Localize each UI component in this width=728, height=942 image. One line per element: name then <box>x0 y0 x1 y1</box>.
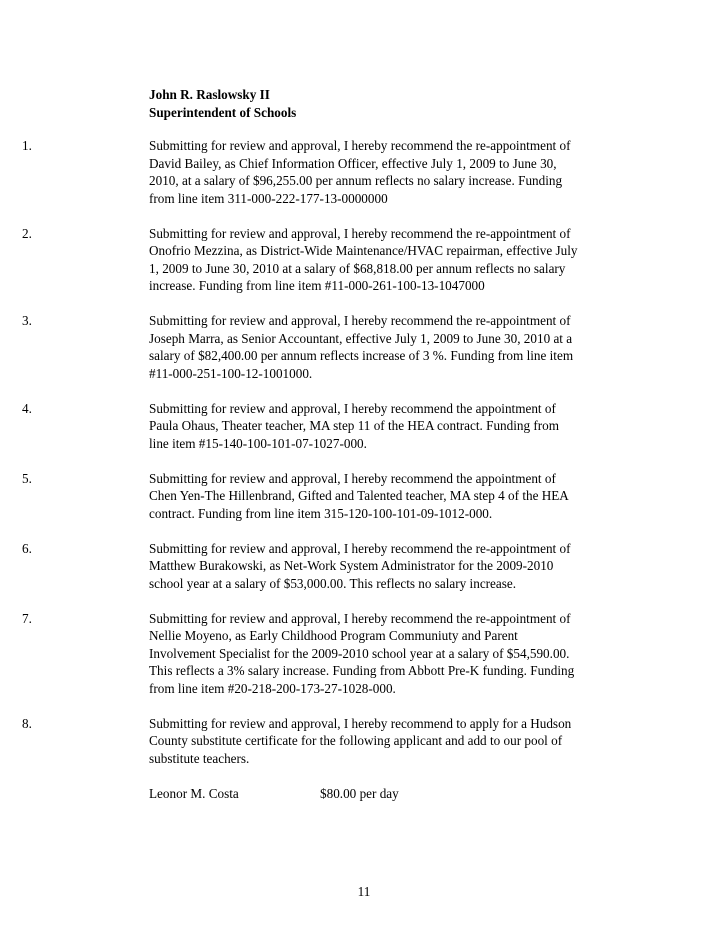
item-line: increase. Funding from line item #11-000-261-100-13-1047000 <box>149 278 485 293</box>
item-line: #11-000-251-100-12-1001000. <box>149 365 313 381</box>
item-number: 6. <box>22 540 32 556</box>
item-number: 2. <box>22 225 32 241</box>
item-line: Submitting for review and approval, I hereby recommend the re-appointment of <box>149 313 571 328</box>
recommendation-item <box>22 312 702 382</box>
item-line: Chen Yen-The Hillenbrand, Gifted and Talented teacher, MA step 4 of the HEA <box>149 488 569 503</box>
item-line: substitute teachers. <box>149 750 250 766</box>
recommendation-item <box>22 610 702 698</box>
item-text <box>149 137 627 207</box>
item-text <box>149 540 627 593</box>
substitute-entry <box>149 785 702 803</box>
recommendation-item <box>22 470 702 523</box>
header-block <box>149 86 296 121</box>
item-number: 1. <box>22 138 32 153</box>
item-line: contract. Funding from line item 315-120-100-101-09-1012-000. <box>149 505 493 521</box>
superintendent-name: John R. Raslowsky II <box>149 87 270 102</box>
item-number: 4. <box>22 400 32 416</box>
item-line: Involvement Specialist for the 2009-2010 school year at a salary of $54,590.00. <box>149 645 570 661</box>
recommendation-item <box>22 715 702 803</box>
item-line: Submitting for review and approval, I hereby recommend to apply for a Hudson <box>149 715 572 731</box>
recommendation-item <box>22 225 702 295</box>
item-line: Submitting for review and approval, I hereby recommend the re-appointment of <box>149 225 571 241</box>
item-number: 3. <box>22 313 32 328</box>
item-text <box>149 470 627 523</box>
daily-rate: $80.00 per day <box>320 785 399 801</box>
item-line: Submitting for review and approval, I hereby recommend the appointment of <box>149 400 556 416</box>
item-line: from line item 311-000-222-177-13-0000000 <box>149 190 388 206</box>
item-text <box>149 610 627 698</box>
item-text <box>149 715 627 768</box>
applicant-name: Leonor M. Costa <box>149 785 239 801</box>
item-text <box>149 400 627 453</box>
item-line: Submitting for review and approval, I hereby recommend the re-appointment of <box>149 610 571 626</box>
item-line: salary of $82,400.00 per annum reflects increase of 3 %. Funding from line item <box>149 348 574 363</box>
recommendation-item <box>22 400 702 453</box>
item-line: Submitting for review and approval, I hereby recommend the re-appointment of <box>149 138 571 153</box>
item-number: 8. <box>22 715 32 731</box>
page-number: 11 <box>357 884 371 899</box>
item-line: This reflects a 3% salary increase. Funding from Abbott Pre-K funding. Funding <box>149 663 575 678</box>
recommendation-item <box>22 540 702 593</box>
item-text <box>149 225 627 295</box>
superintendent-title: Superintendent of Schools <box>149 104 297 120</box>
item-line: from line item #20-218-200-173-27-1028-000. <box>149 680 396 696</box>
item-line: line item #15-140-100-101-07-1027-000. <box>149 435 367 451</box>
item-line: Onofrio Mezzina, as District-Wide Maintenance/HVAC repairman, effective July <box>149 243 578 258</box>
item-line: Matthew Burakowski, as Net-Work System Administrator for the 2009-2010 <box>149 558 554 573</box>
item-line: 2010, at a salary of $96,255.00 per annum reflects no salary increase. Funding <box>149 173 563 188</box>
item-line: Joseph Marra, as Senior Accountant, effective July 1, 2009 to June 30, 2010 at a <box>149 330 573 346</box>
item-line: Nellie Moyeno, as Early Childhood Program Communiuty and Parent <box>149 628 518 643</box>
item-line: Paula Ohaus, Theater teacher, MA step 11 of the HEA contract. Funding from <box>149 418 560 433</box>
item-line: 1, 2009 to June 30, 2010 at a salary of $68,818.00 per annum reflects no salary <box>149 260 566 276</box>
item-line: County substitute certificate for the following applicant and add to our pool of <box>149 733 563 748</box>
item-number: 5. <box>22 470 32 486</box>
recommendation-item <box>22 137 702 207</box>
recommendation-list <box>22 137 702 820</box>
item-line: Submitting for review and approval, I hereby recommend the re-appointment of <box>149 540 571 556</box>
item-line: Submitting for review and approval, I hereby recommend the appointment of <box>149 470 556 486</box>
item-line: school year at a salary of $53,000.00. This reflects no salary increase. <box>149 575 517 591</box>
item-number: 7. <box>22 610 32 626</box>
item-text <box>149 312 627 382</box>
item-line: David Bailey, as Chief Information Officer, effective July 1, 2009 to June 30, <box>149 155 557 171</box>
